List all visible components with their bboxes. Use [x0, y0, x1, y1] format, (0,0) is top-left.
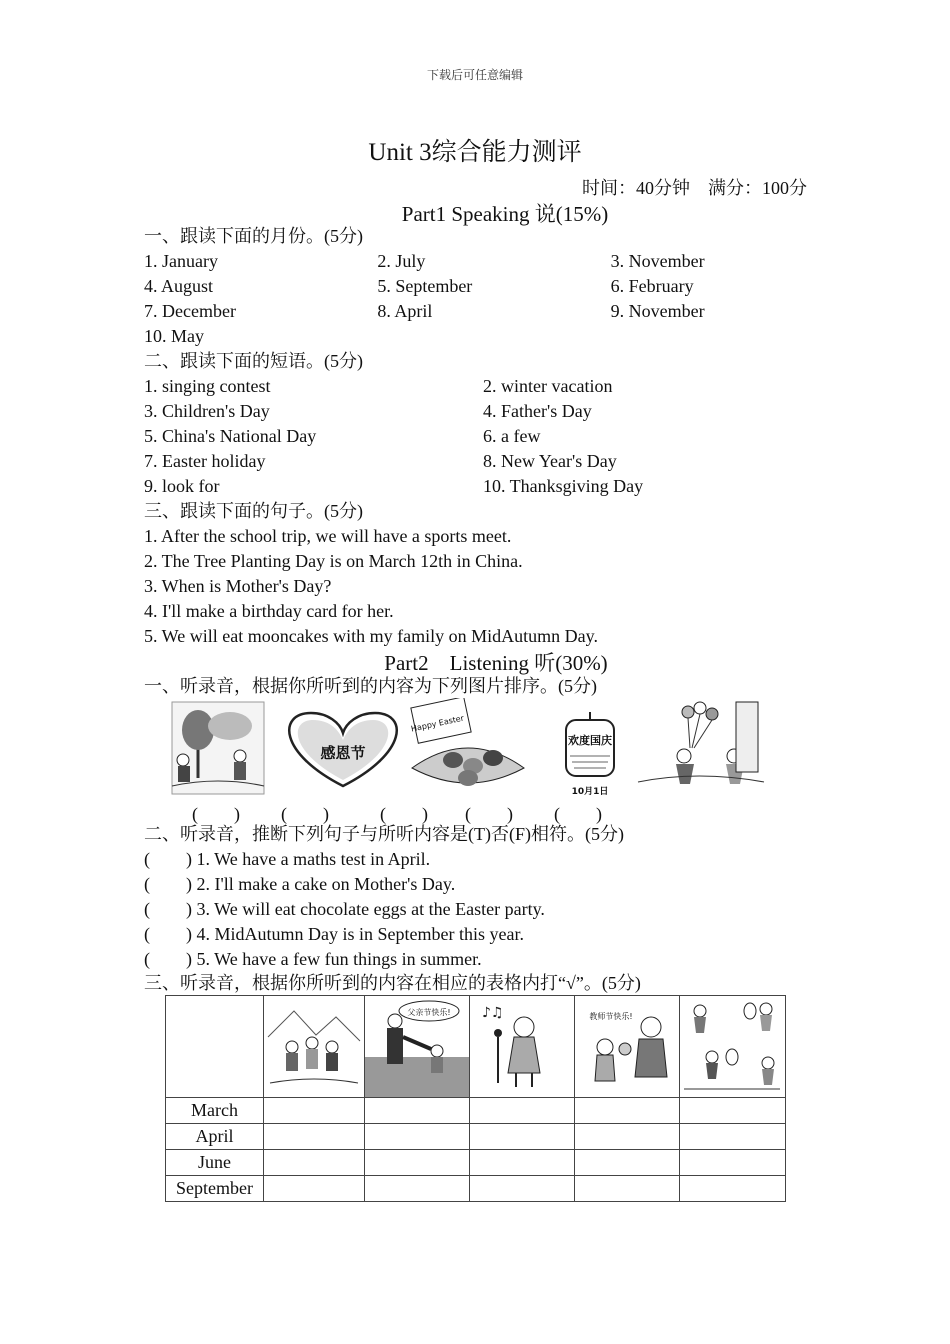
- tree-planting-picture: [172, 702, 264, 794]
- table-row: [166, 1176, 786, 1202]
- order-blank[interactable]: ( ): [465, 804, 513, 824]
- tick-cell[interactable]: [470, 1124, 575, 1150]
- table-row: [166, 1098, 786, 1124]
- month-label-cell: April: [166, 1124, 264, 1150]
- thanksgiving-text: 感恩节: [320, 744, 366, 762]
- month-row: [144, 299, 844, 323]
- sentence-item: 4. I'll make a birthday card for her.: [144, 601, 394, 621]
- tick-cell[interactable]: [264, 1124, 365, 1150]
- childrens-day-picture: [638, 702, 764, 784]
- tick-cell[interactable]: [264, 1150, 365, 1176]
- month-item: 3. November: [610, 251, 705, 271]
- phrase-row: [144, 449, 844, 473]
- true-false-item: ( ) 1. We have a maths test in April.: [144, 849, 431, 869]
- table-row: [166, 1124, 786, 1150]
- phrase-item: 8. New Year's Day: [483, 451, 617, 471]
- month-item: 8. April: [377, 301, 433, 321]
- month-row: [144, 324, 844, 348]
- part2-sec1-title: 一、听录音，根据你所听到的内容为下列图片排序。(5分): [144, 676, 597, 696]
- teachers-day-cell: [575, 996, 680, 1098]
- empty-corner-cell: [166, 996, 264, 1098]
- sentence-item: 3. When is Mother's Day?: [144, 576, 332, 596]
- table-row: [166, 1150, 786, 1176]
- month-item: 6. February: [610, 276, 694, 296]
- phrase-row: [144, 374, 844, 398]
- tick-cell[interactable]: [680, 1124, 786, 1150]
- header-note: 下载后可任意编辑: [426, 68, 523, 82]
- phrase-row: [144, 399, 844, 423]
- teachers-day-text: 教师节快乐!: [589, 1011, 633, 1021]
- tick-cell[interactable]: [470, 1176, 575, 1202]
- month-label-cell: March: [166, 1098, 264, 1124]
- true-false-item: ( ) 5. We have a few fun things in summer.: [144, 949, 482, 969]
- phrase-item: 6. a few: [483, 426, 541, 446]
- tick-cell[interactable]: [264, 1176, 365, 1202]
- tick-cell[interactable]: [575, 1150, 680, 1176]
- phrase-item: 10. Thanksgiving Day: [483, 476, 644, 496]
- tick-cell[interactable]: [365, 1176, 470, 1202]
- page-title: Unit 3综合能力测评: [368, 139, 582, 166]
- tick-cell[interactable]: [575, 1098, 680, 1124]
- order-blank[interactable]: ( ): [380, 804, 428, 824]
- part1-sec2-title: 二、跟读下面的短语。(5分): [144, 351, 363, 371]
- tick-cell[interactable]: [680, 1150, 786, 1176]
- school-trip-cell: [264, 996, 365, 1098]
- part2-sec2-title: 二、听录音，推断下列句子与所听内容是(T)否(F)相符。(5分): [144, 824, 624, 844]
- tick-cell[interactable]: [680, 1098, 786, 1124]
- sports-meet-cell: [680, 996, 786, 1098]
- month-label-cell: June: [166, 1150, 264, 1176]
- order-blank[interactable]: ( ): [281, 804, 329, 824]
- tick-cell[interactable]: [365, 1124, 470, 1150]
- true-false-item: ( ) 3. We will eat chocolate eggs at the Easter party.: [144, 899, 545, 919]
- sports-meet-picture: [680, 997, 785, 1097]
- month-row: [144, 274, 844, 298]
- tick-cell[interactable]: [470, 1150, 575, 1176]
- month-label-cell: September: [166, 1176, 264, 1202]
- phrase-item: 2. winter vacation: [483, 376, 613, 396]
- phrase-item: 5. China's National Day: [144, 426, 317, 446]
- fathers-day-picture: [365, 997, 469, 1097]
- teachers-day-picture: [575, 997, 679, 1097]
- tick-cell[interactable]: [470, 1098, 575, 1124]
- thanksgiving-heart-picture: [289, 713, 396, 786]
- easter-card-text: Happy Easter: [410, 713, 465, 734]
- tick-cell[interactable]: [575, 1176, 680, 1202]
- tick-cell[interactable]: [575, 1124, 680, 1150]
- phrase-row: [144, 474, 844, 498]
- tick-cell[interactable]: [264, 1098, 365, 1124]
- singing-contest-picture: [470, 997, 574, 1097]
- picture-strip: [168, 698, 768, 798]
- order-blank[interactable]: ( ): [192, 804, 240, 824]
- order-blank[interactable]: ( ): [554, 804, 602, 824]
- phrase-item: 4. Father's Day: [483, 401, 592, 421]
- fathers-day-text: 父亲节快乐!: [407, 1007, 451, 1017]
- sentence-item: 1. After the school trip, we will have a sports meet.: [144, 526, 512, 546]
- month-item: 10. May: [144, 326, 204, 346]
- phrase-item: 9. look for: [144, 476, 220, 496]
- school-trip-picture: [264, 997, 364, 1097]
- table-header-row: [166, 996, 786, 1098]
- sentence-item: 2. The Tree Planting Day is on March 12th in China.: [144, 551, 523, 571]
- part1-heading: Part1 Speaking 说(15%): [401, 202, 609, 226]
- true-false-item: ( ) 4. MidAutumn Day is in September this year.: [144, 924, 524, 944]
- month-item: 7. December: [144, 301, 236, 321]
- phrase-item: 1. singing contest: [144, 376, 271, 396]
- singing-contest-cell: [470, 996, 575, 1098]
- month-row: [144, 249, 844, 273]
- tick-cell[interactable]: [365, 1098, 470, 1124]
- lantern-text: 欢度国庆: [568, 734, 612, 747]
- phrase-item: 7. Easter holiday: [144, 451, 266, 471]
- phrase-row: [144, 424, 844, 448]
- month-item: 1. January: [144, 251, 218, 271]
- month-item: 2. July: [377, 251, 426, 271]
- time-score-info: 时间：40分钟 满分：100分: [582, 178, 807, 198]
- easter-eggs-picture: [410, 698, 524, 786]
- lantern-date: 10月1日: [571, 787, 609, 797]
- month-item: 5. September: [377, 276, 473, 296]
- national-day-lantern-picture: [566, 712, 614, 797]
- tick-cell[interactable]: [365, 1150, 470, 1176]
- phrase-item: 3. Children's Day: [144, 401, 270, 421]
- month-item: 4. August: [144, 276, 214, 296]
- tick-table: [165, 995, 786, 1202]
- tick-cell[interactable]: [680, 1176, 786, 1202]
- part1-sec1-title: 一、跟读下面的月份。(5分): [144, 226, 363, 246]
- true-false-item: ( ) 2. I'll make a cake on Mother's Day.: [144, 874, 456, 894]
- month-item: 9. November: [610, 301, 705, 321]
- part1-sec3-title: 三、跟读下面的句子。(5分): [144, 501, 363, 521]
- part2-heading: Part2 Listening 听(30%): [384, 651, 608, 675]
- fathers-day-cell: [365, 996, 470, 1098]
- svg-text:♪♫: ♪♫: [482, 1004, 504, 1021]
- sentence-item: 5. We will eat mooncakes with my family on MidAutumn Day.: [144, 626, 598, 646]
- part2-sec3-title: 三、听录音，根据你所听到的内容在相应的表格内打“√”。(5分): [144, 973, 641, 993]
